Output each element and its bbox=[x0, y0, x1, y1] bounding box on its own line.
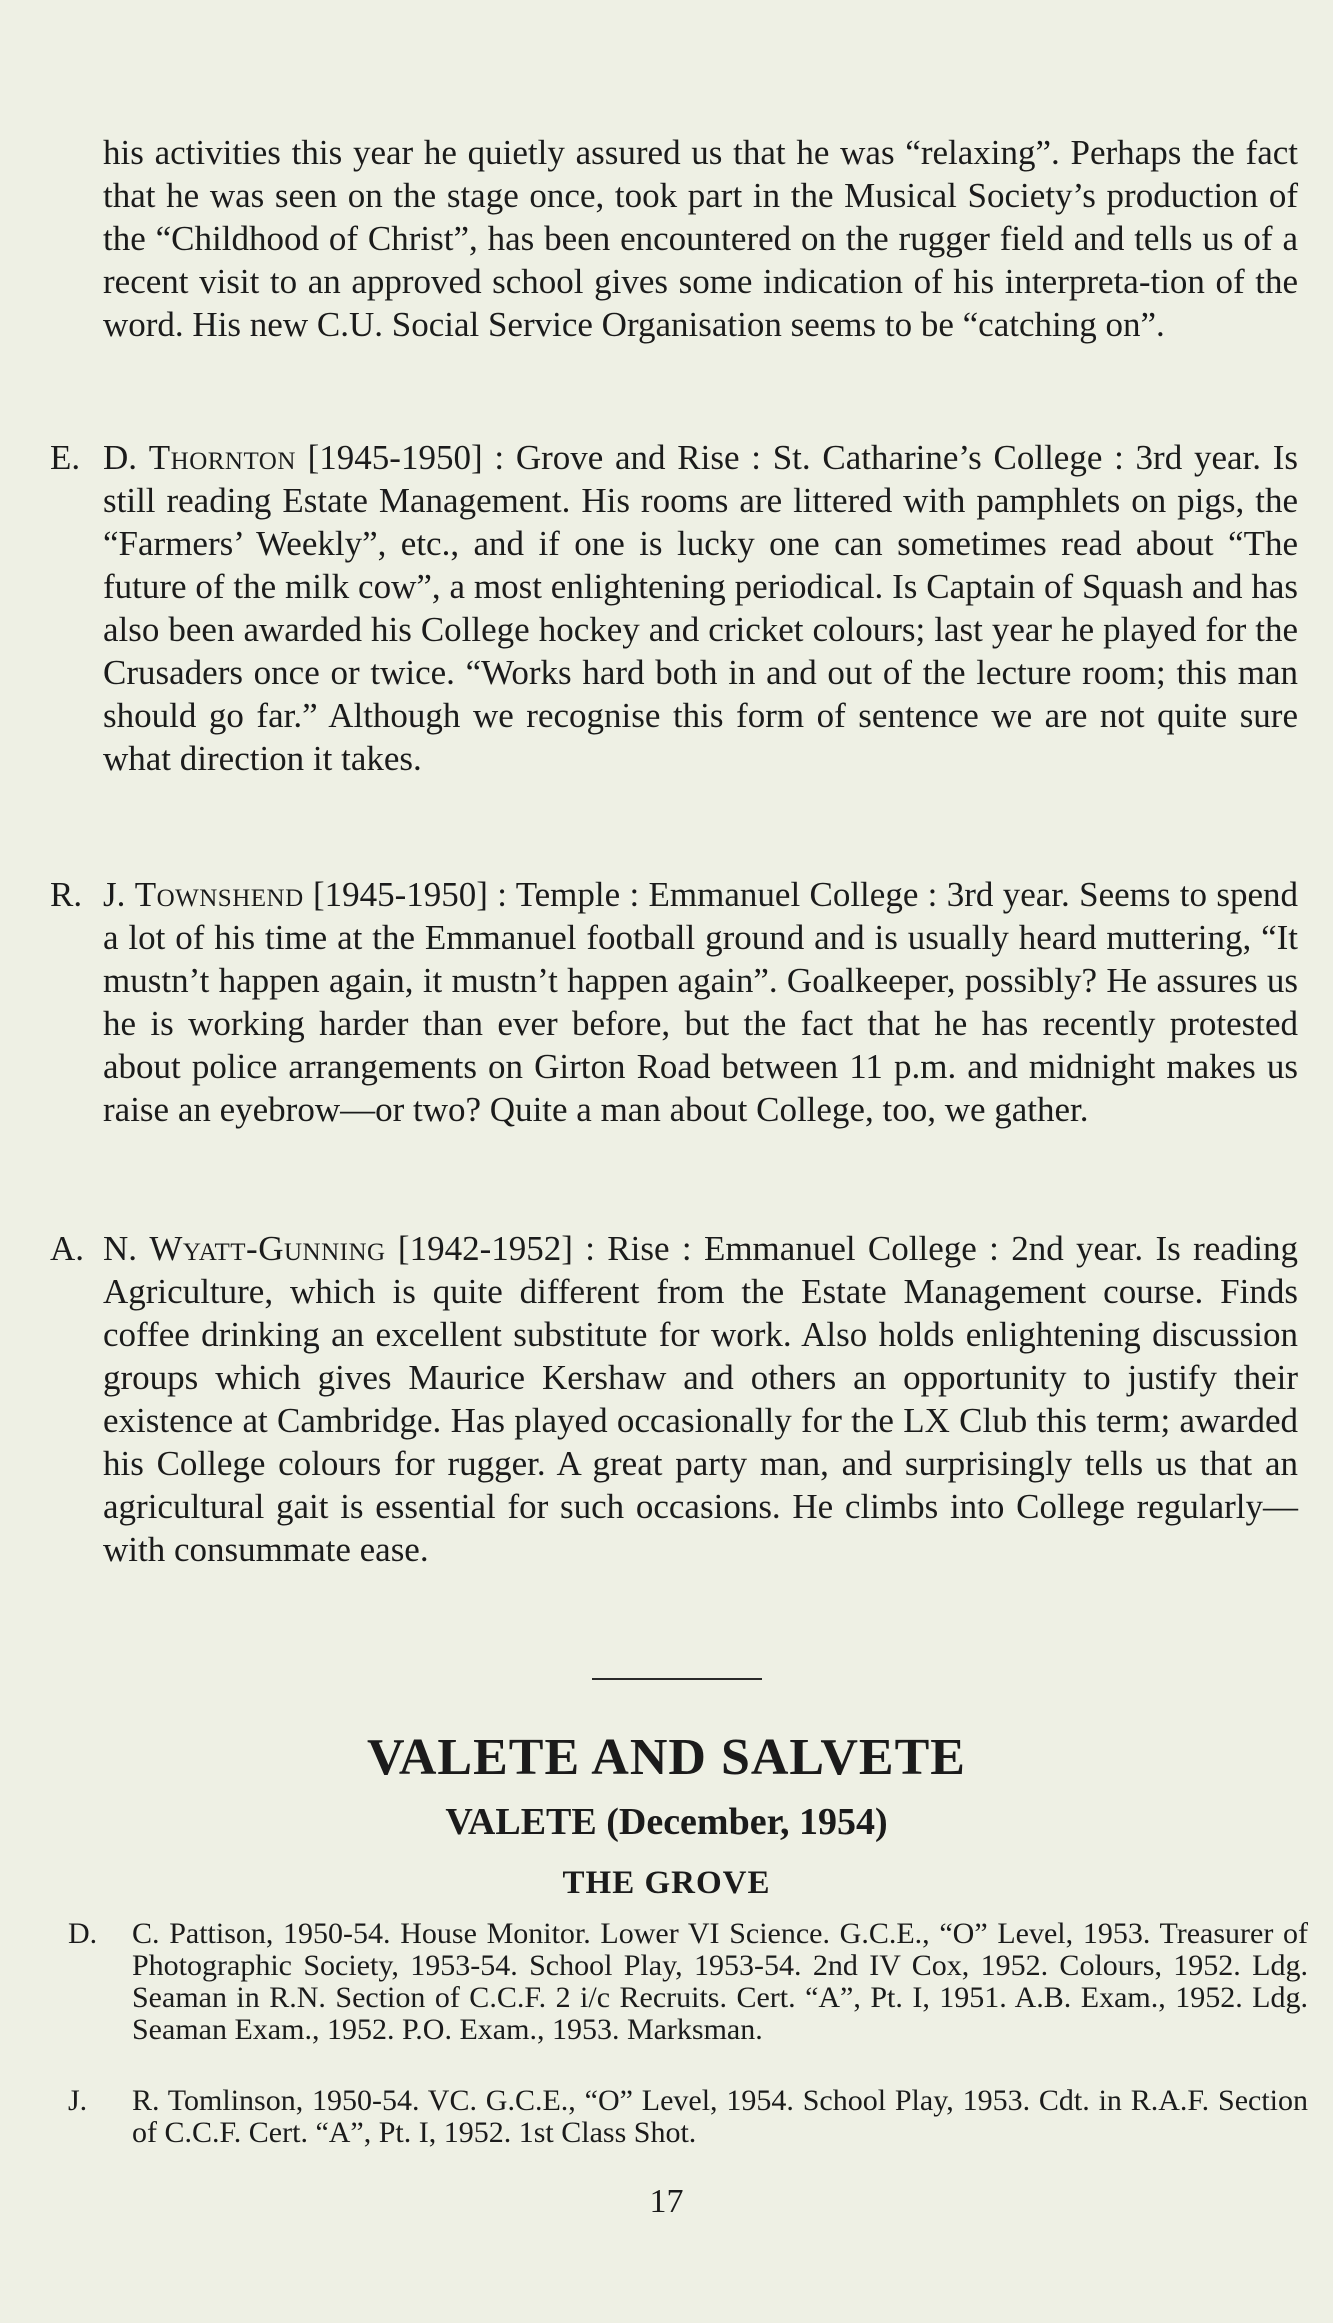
intro-paragraph: his activities this year he quietly assured us that he was “relaxing”. Perhaps the fact that he was seen on the stage once, took part in the Musical Society’s production of the “Childhood of Christ”, has been encountered on the rugger field and tells us of a recent visit to an approved school gives some indication of his interpreta-tion of the word. His new C.U. Social Service Organisation seems to be “catching on”. bbox=[103, 133, 1298, 344]
entry-initial: E. bbox=[50, 438, 81, 477]
entry-name-initial: J. bbox=[103, 875, 126, 914]
entry-body bbox=[103, 436, 1298, 780]
entry-initial: A. bbox=[50, 1229, 85, 1268]
valete-text: R. Tomlinson, 1950-54. VC. G.C.E., “O” Level, 1954. School Play, 1953. Cdt. in R.A.F. Section of C.C.F. Cert. “A”, Pt. I, 1952. 1st Class Shot. bbox=[132, 2084, 1308, 2149]
entry-text: [1945-1950] : Grove and Rise : St. Catharine’s College : 3rd year. Is still reading Estate Management. His rooms are littered with pamphlets on pigs, the “Farmers’ Weekly”, etc., and if one is lucky one can sometimes read about “The future of the milk cow”, a most enlightening periodical. Is Captain of Squash and has also been awarded his College hockey and cricket colours; last year he played for the Crusaders once or twice. “Works hard both in and out of the lecture room; this man should go far.” Although we recognise this form of sentence we are not quite sure what direction it takes. bbox=[103, 438, 1298, 778]
entry-surname: Wyatt-Gunning bbox=[149, 1229, 386, 1268]
entry-body bbox=[103, 1227, 1298, 1571]
entry-name-initial: D. bbox=[103, 438, 138, 477]
valete-initial: D. bbox=[68, 1917, 98, 1950]
section-divider bbox=[592, 1678, 762, 1680]
entry-name-initial: N. bbox=[103, 1229, 138, 1268]
entry-surname: Thornton bbox=[148, 438, 296, 477]
page-number: 17 bbox=[649, 2183, 684, 2220]
valete-initial: J. bbox=[68, 2084, 88, 2117]
entry-body bbox=[103, 873, 1298, 1131]
house-title: THE GROVE bbox=[562, 1865, 771, 1901]
entry-wyatt-gunning bbox=[50, 1227, 1298, 1571]
subsection-title: VALETE (December, 1954) bbox=[445, 1801, 888, 1843]
entry-townshend bbox=[50, 873, 1298, 1131]
entry-text: [1945-1950] : Temple : Emmanuel College : 3rd year. Seems to spend a lot of his time at the Emmanuel football ground and is usually heard muttering, “It mustn’t happen again, it mustn’t happen again”. Goalkeeper, possibly? He assures us he is working harder than ever before, but the fact that he has recently protested about police arrangements on Girton Road between 11 p.m. and midnight makes us raise an eyebrow—or two? Quite a man about College, too, we gather. bbox=[103, 875, 1299, 1129]
valete-entry-pattison bbox=[68, 1918, 1308, 2046]
entry-text: [1942-1952] : Rise : Emmanuel College : 2nd year. Is reading Agriculture, which is quite different from the Estate Management course. Finds coffee drinking an excellent substitute for work. Also holds enlightening discussion groups which gives Maurice Kershaw and others an opportunity to justify their existence at Cambridge. Has played occasionally for the LX Club this term; awarded his College colours for rugger. A great party man, and surprisingly tells us that an agricultural gait is essential for such occasions. He climbs into College regularly—with consummate ease. bbox=[103, 1229, 1299, 1569]
valete-entry-tomlinson bbox=[68, 2085, 1308, 2149]
section-title: VALETE AND SALVETE bbox=[367, 1729, 966, 1786]
entry-surname: Townshend bbox=[134, 875, 304, 914]
entry-initial: R. bbox=[50, 875, 83, 914]
valete-text: C. Pattison, 1950-54. House Monitor. Lower VI Science. G.C.E., “O” Level, 1953. Treasurer of Photographic Society, 1953-54. School Play, 1953-54. 2nd IV Cox, 1952. Colours, 1952. Ldg. Seaman in R.N. Section of C.C.F. 2 i/c Recruits. Cert. “A”, Pt. I, 1951. A.B. Exam., 1952. Ldg. Seaman Exam., 1952. P.O. Exam., 1953. Marksman. bbox=[132, 1917, 1308, 2046]
entry-thornton bbox=[50, 436, 1298, 780]
